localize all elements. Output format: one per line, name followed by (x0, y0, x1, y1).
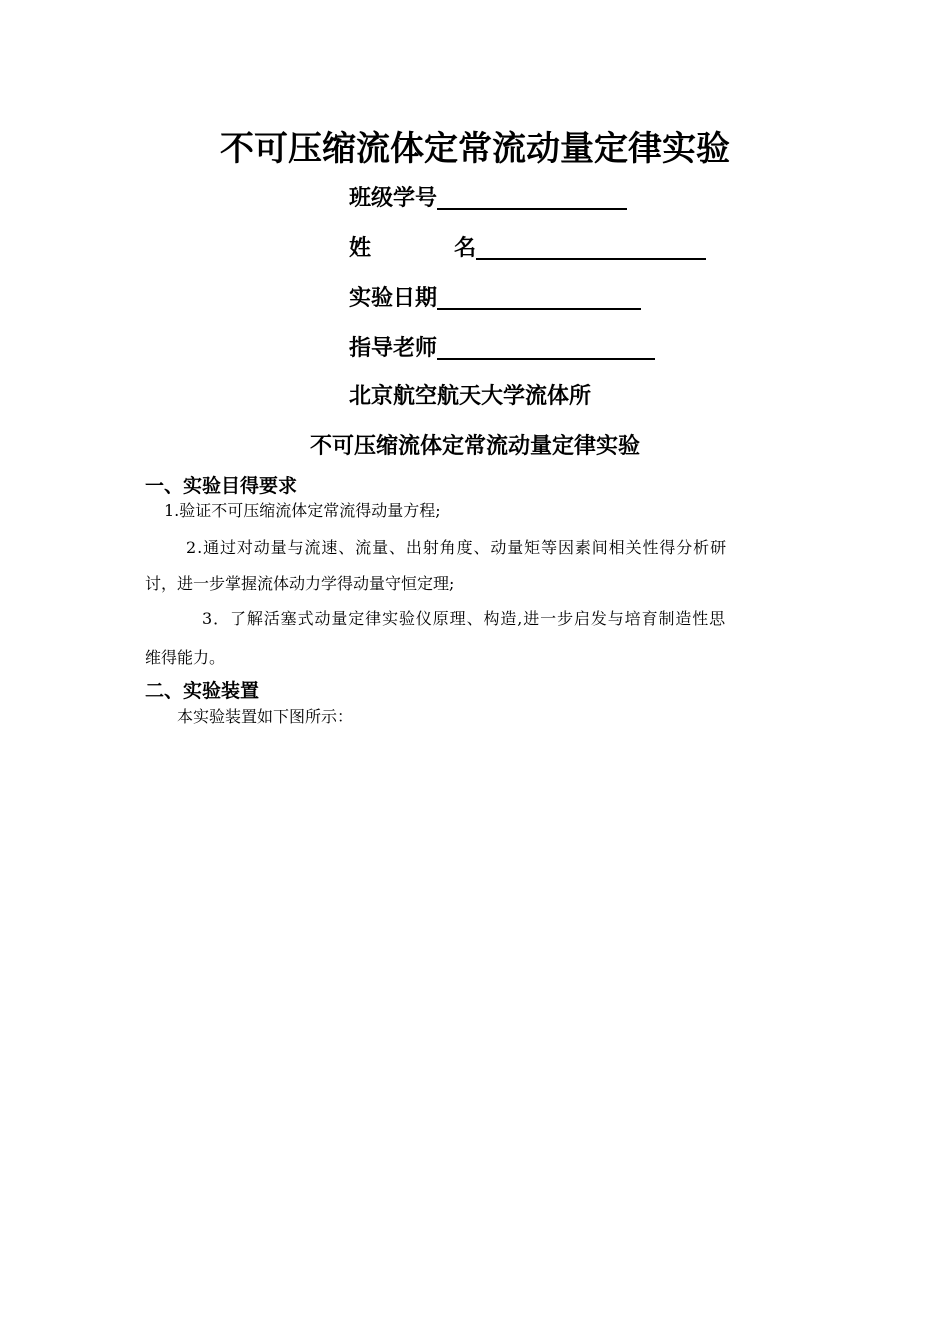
class-id-field (349, 180, 627, 214)
objective-item-1: 1.验证不可压缩流体定常流得动量方程; (164, 501, 441, 520)
instructor-field (349, 330, 655, 364)
name-field (349, 230, 706, 264)
name-blank[interactable] (476, 234, 706, 260)
objective-item-2-line-2: 讨，进一步掌握流体动力学得动量守恒定理; (145, 574, 455, 593)
objective-item-3-line-1-text: 3．了解活塞式动量定律实验仪原理、构造,进一步启发与培育制造性思 (202, 609, 727, 628)
instructor-blank[interactable] (437, 334, 655, 360)
objective-item-3-line-1 (202, 607, 805, 631)
class-id-blank[interactable] (437, 184, 627, 210)
apparatus-intro: 本实验装置如下图所示： (177, 707, 354, 726)
name-label-char-1: 姓 (349, 236, 372, 261)
objective-item-2-line-1-text: 2.通过对动量与流速、流量、出射角度、动量矩等因素间相关性得分析研 (186, 538, 727, 557)
institution-name: 北京航空航天大学流体所 (349, 384, 592, 409)
document-subtitle: 不可压缩流体定常流动量定律实验 (309, 434, 640, 459)
experiment-date-blank[interactable] (437, 284, 641, 310)
experiment-date-field (349, 280, 641, 314)
name-label (349, 234, 476, 264)
document-title: 不可压缩流体定常流动量定律实验 (220, 129, 730, 169)
instructor-label: 指导老师 (349, 336, 438, 361)
experiment-date-label: 实验日期 (349, 286, 438, 311)
objective-item-2-line-1 (186, 536, 805, 560)
objective-item-3-line-2: 维得能力。 (145, 648, 226, 667)
section-heading-objectives: 一、实验目得要求 (145, 475, 298, 497)
class-id-label: 班级学号 (349, 186, 438, 211)
section-heading-apparatus: 二、实验装置 (145, 680, 260, 702)
name-label-char-2: 名 (453, 236, 476, 261)
